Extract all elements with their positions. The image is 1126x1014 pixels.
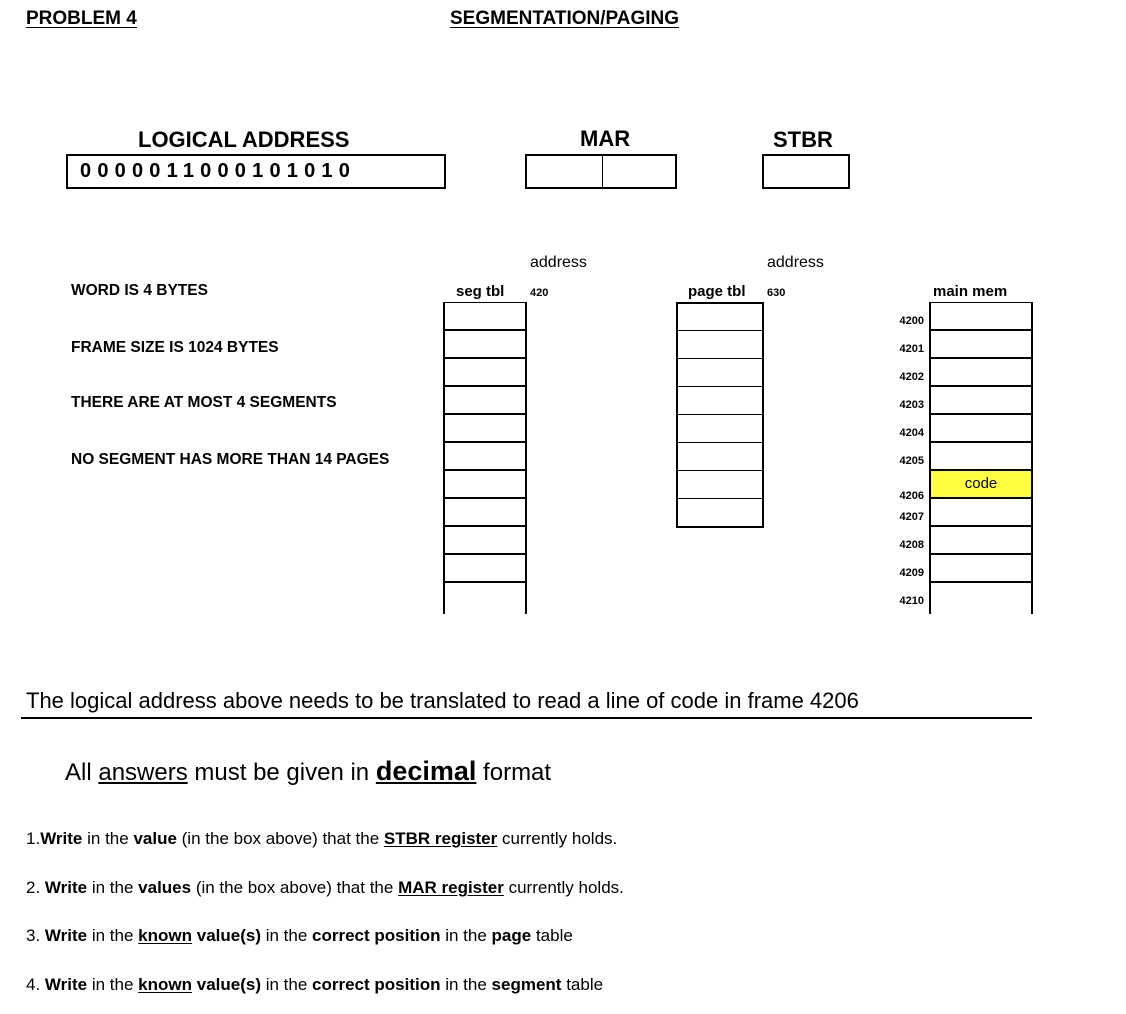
memory-frame — [899, 330, 1033, 358]
page-entry[interactable] — [678, 387, 762, 415]
code-frame — [899, 470, 1031, 502]
seg-entry[interactable] — [443, 498, 527, 526]
memory-address: 4201 — [899, 343, 924, 355]
memory-frame — [899, 358, 1033, 386]
note-max-pages: NO SEGMENT HAS MORE THAN 14 PAGES — [71, 451, 390, 468]
memory-frame — [899, 526, 1033, 554]
segment-table — [443, 302, 527, 614]
memory-frame — [899, 498, 1033, 526]
seg-entry[interactable] — [443, 358, 527, 386]
seg-entry[interactable] — [443, 414, 527, 442]
mar-label: MAR — [580, 126, 631, 151]
memory-address: 4207 — [899, 511, 924, 523]
seg-entry[interactable] — [443, 442, 527, 470]
memory-frame — [899, 414, 1033, 442]
page-entry[interactable] — [678, 443, 762, 471]
memory-frame — [899, 386, 1033, 414]
question-3: 3. Write in the known value(s) in the correct position in the page table — [26, 926, 573, 945]
stbr-label: STBR — [773, 127, 833, 152]
question-4: 4. Write in the known value(s) in the correct position in the segment table — [26, 975, 604, 994]
seg-address-caption: address — [530, 254, 587, 271]
divider-line — [21, 717, 1032, 719]
seg-entry[interactable] — [443, 582, 527, 610]
memory-frame — [899, 554, 1033, 582]
seg-entry[interactable] — [443, 386, 527, 414]
memory-address: 4209 — [899, 567, 924, 579]
seg-table-label: seg tbl — [456, 283, 505, 300]
seg-entry[interactable] — [443, 470, 527, 498]
page-entry[interactable] — [678, 359, 762, 387]
note-word-size: WORD IS 4 BYTES — [71, 282, 208, 299]
memory-frame — [899, 302, 1033, 330]
seg-entry[interactable] — [443, 554, 527, 582]
question-1: 1.Write in the value (in the box above) that the STBR register currently holds. — [26, 829, 618, 848]
page-address-caption: address — [767, 254, 824, 271]
question-2: 2. Write in the values (in the box above) that the MAR register currently holds. — [26, 878, 624, 897]
main-memory — [899, 302, 1033, 614]
memory-address: 4206 — [899, 490, 924, 502]
seg-entry[interactable] — [443, 526, 527, 554]
memory-address: 4204 — [899, 427, 924, 439]
page-entry[interactable] — [678, 331, 762, 359]
note-frame-size: FRAME SIZE IS 1024 BYTES — [71, 339, 279, 356]
logical-address-box: 0000011000101010 — [66, 154, 446, 189]
logical-address-label: LOGICAL ADDRESS — [138, 127, 350, 152]
mar-divider — [602, 156, 603, 187]
main-memory-label: main mem — [933, 283, 1008, 300]
problem-title: PROBLEM 4 — [26, 8, 137, 29]
mar-box[interactable] — [525, 154, 677, 189]
page-entry[interactable] — [678, 471, 762, 499]
memory-address: 4200 — [899, 315, 924, 327]
memory-address: 4210 — [899, 595, 924, 607]
memory-address: 4205 — [899, 455, 924, 467]
code-label: code — [964, 475, 998, 492]
page-entry[interactable] — [678, 499, 762, 527]
memory-address: 4203 — [899, 399, 924, 411]
stbr-box[interactable] — [762, 154, 850, 189]
seg-start-address: 420 — [530, 287, 549, 299]
memory-frame — [899, 582, 1033, 610]
answer-format-instruction: All answers must be given in decimal format — [65, 756, 552, 786]
page-entry[interactable] — [678, 415, 762, 443]
note-max-segments: THERE ARE AT MOST 4 SEGMENTS — [71, 394, 337, 411]
seg-entry[interactable] — [443, 330, 527, 358]
page-entry[interactable] — [678, 303, 762, 331]
page-table-label: page tbl — [688, 283, 746, 300]
page-table — [676, 302, 764, 528]
memory-address: 4202 — [899, 371, 924, 383]
topic-title: SEGMENTATION/PAGING — [450, 8, 680, 29]
page-start-address: 630 — [767, 287, 786, 299]
seg-entry[interactable] — [443, 302, 527, 330]
memory-address: 4208 — [899, 539, 924, 551]
memory-frame — [899, 442, 1033, 470]
problem-statement: The logical address above needs to be translated to read a line of code in frame 4206 — [26, 688, 859, 713]
